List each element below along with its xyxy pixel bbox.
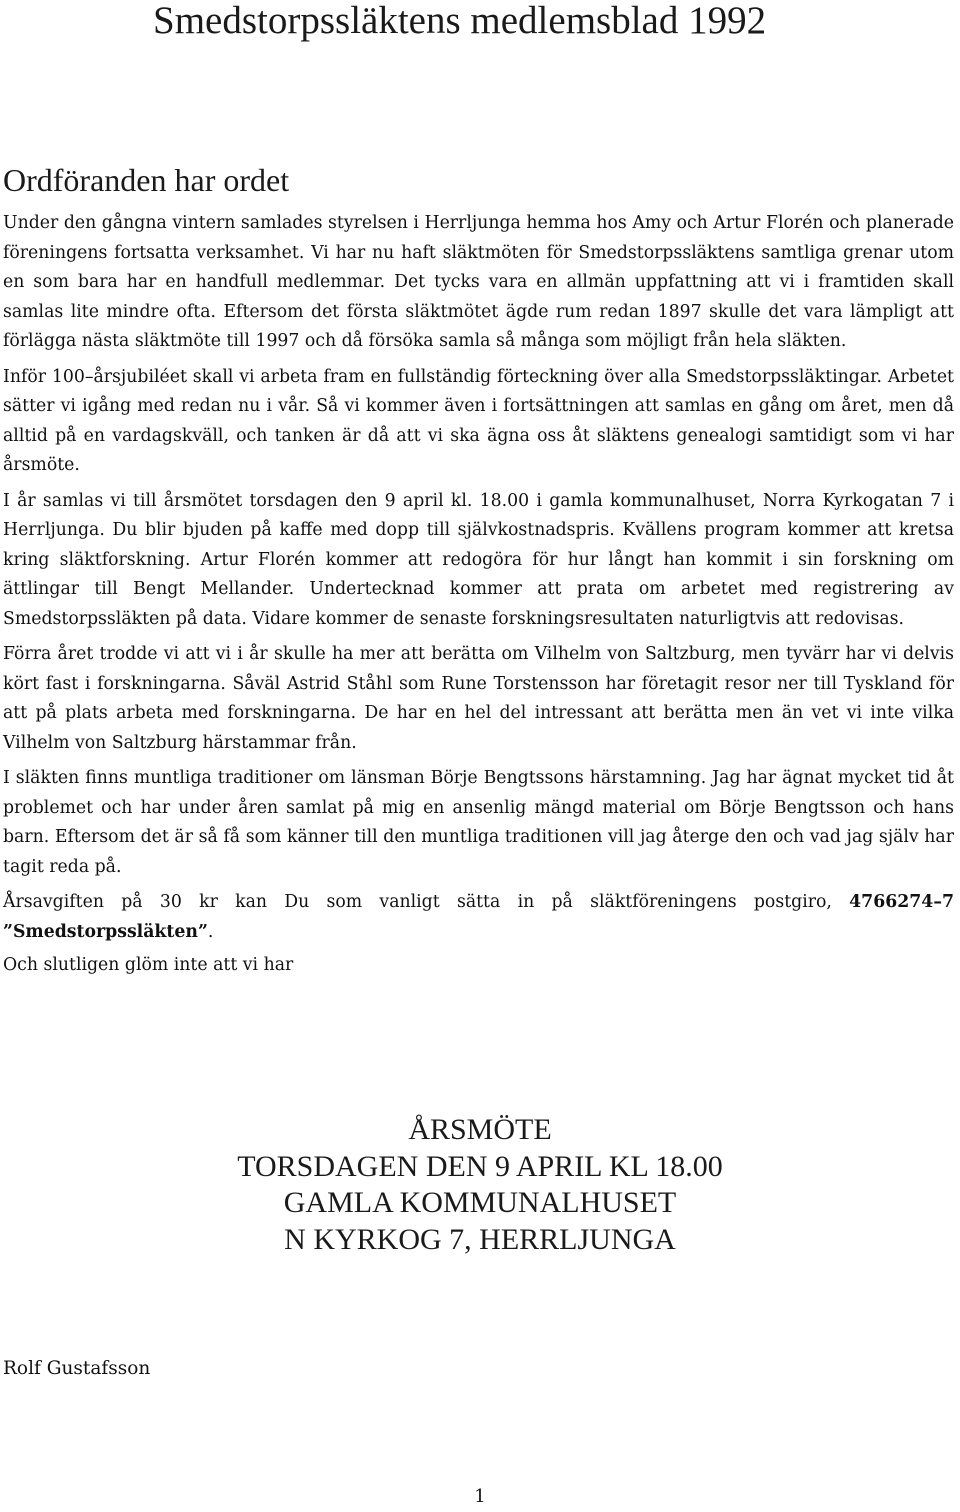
paragraph-4: Förra året trodde vi att vi i år skulle ha mer att berätta om Vilhelm von Saltzburg, men tyvärr har vi delvis kört fast i forskningarna. Såväl Astrid Ståhl som Rune Torstensson har företagit resor ner till Tyskland för att på plats arbeta med forskningarna. De har en hel del intressant att berätta men än vet vi inte vilka Vilhelm von Saltzburg härstammar från. bbox=[3, 644, 954, 753]
paragraph-2: Inför 100–årsjubiléet skall vi arbeta fram en fullständig förteckning över alla Smedstorpssläktingar. Arbetet sätter vi igång med redan nu i vår. Så vi kommer även i fortsättningen att samlas en gång om året, men då alltid på en vardagskväll, och tanken är då att vi ska ägna oss åt släktens genealogi samtidigt som vi har årsmöte. bbox=[3, 366, 954, 475]
announcement-line-4: N KYRKOG 7, HERRLJUNGA bbox=[284, 1222, 676, 1256]
closing-line: Och slutligen glöm inte att vi har bbox=[3, 955, 294, 975]
document-title: Smedstorpssläktens medlemsblad 1992 bbox=[153, 0, 767, 42]
announcement-line-3: GAMLA KOMMUNALHUSET bbox=[283, 1186, 677, 1219]
announcement-line-2: TORSDAGEN DEN 9 APRIL KL 18.00 bbox=[237, 1149, 723, 1183]
postgiro-number: 4766274–7 ”Smedstorpssläkten” bbox=[3, 892, 954, 942]
announcement-line-1: ÅRSMÖTE bbox=[408, 1113, 552, 1146]
fee-text: Årsavgiften på 30 kr kan Du som vanligt sätta in på släktföreningens postgiro, bbox=[3, 892, 850, 912]
paragraph-1: Under den gångna vintern samlades styrelsen i Herrljunga hemma hos Amy och Artur Florén och planerade föreningens fortsatta verksamhet. Vi har nu haft släktmöten för Smedstorpssläktens samtliga grenar utom en som bara har en handfull medlemmar. Det tycks vara en allmän uppfattning att vi i framtiden skall samlas lite mindre ofta. Eftersom det första släktmötet ägde rum redan 1897 skulle det vara lämpligt att förlägga nästa släktmöte till 1997 och då försöka samla så många som möjligt från hela släkten. bbox=[3, 213, 954, 351]
fee-paragraph bbox=[3, 888, 954, 947]
body-text bbox=[3, 209, 954, 987]
section-heading: Ordföranden har ordet bbox=[3, 162, 290, 198]
signature: Rolf Gustafsson bbox=[3, 1358, 151, 1379]
paragraph-3: I år samlas vi till årsmötet torsdagen den 9 april kl. 18.00 i gamla kommunalhuset, Norra Kyrkogatan 7 i Herrljunga. Du blir bjuden på kaffe med dopp till självkostnadspris. Kvällens program kommer att kretsa kring släktforskning. Artur Florén kommer att redogöra för hur långt han kommit i sin forskning om ättlingar till Bengt Mellander. Undertecknad kommer att prata om arbetet med registrering av Smedstorpssläkten på data. Vidare kommer de senaste forskningsresultaten naturligtvis att redovisas. bbox=[3, 490, 954, 629]
paragraph-5: I släkten finns muntliga traditioner om länsman Börje Bengtssons härstamning. Jag har ägnat mycket tid åt problemet och har under åren samlat på mig en ansenlig mängd material om Börje Bengtsson och hans barn. Eftersom det är så få som känner till den muntliga traditionen vill jag återge den och vad jag själv har tagit reda på. bbox=[3, 768, 954, 877]
fee-end: . bbox=[207, 921, 214, 942]
meeting-announcement bbox=[0, 1112, 960, 1258]
page-number: 1 bbox=[474, 1486, 486, 1507]
